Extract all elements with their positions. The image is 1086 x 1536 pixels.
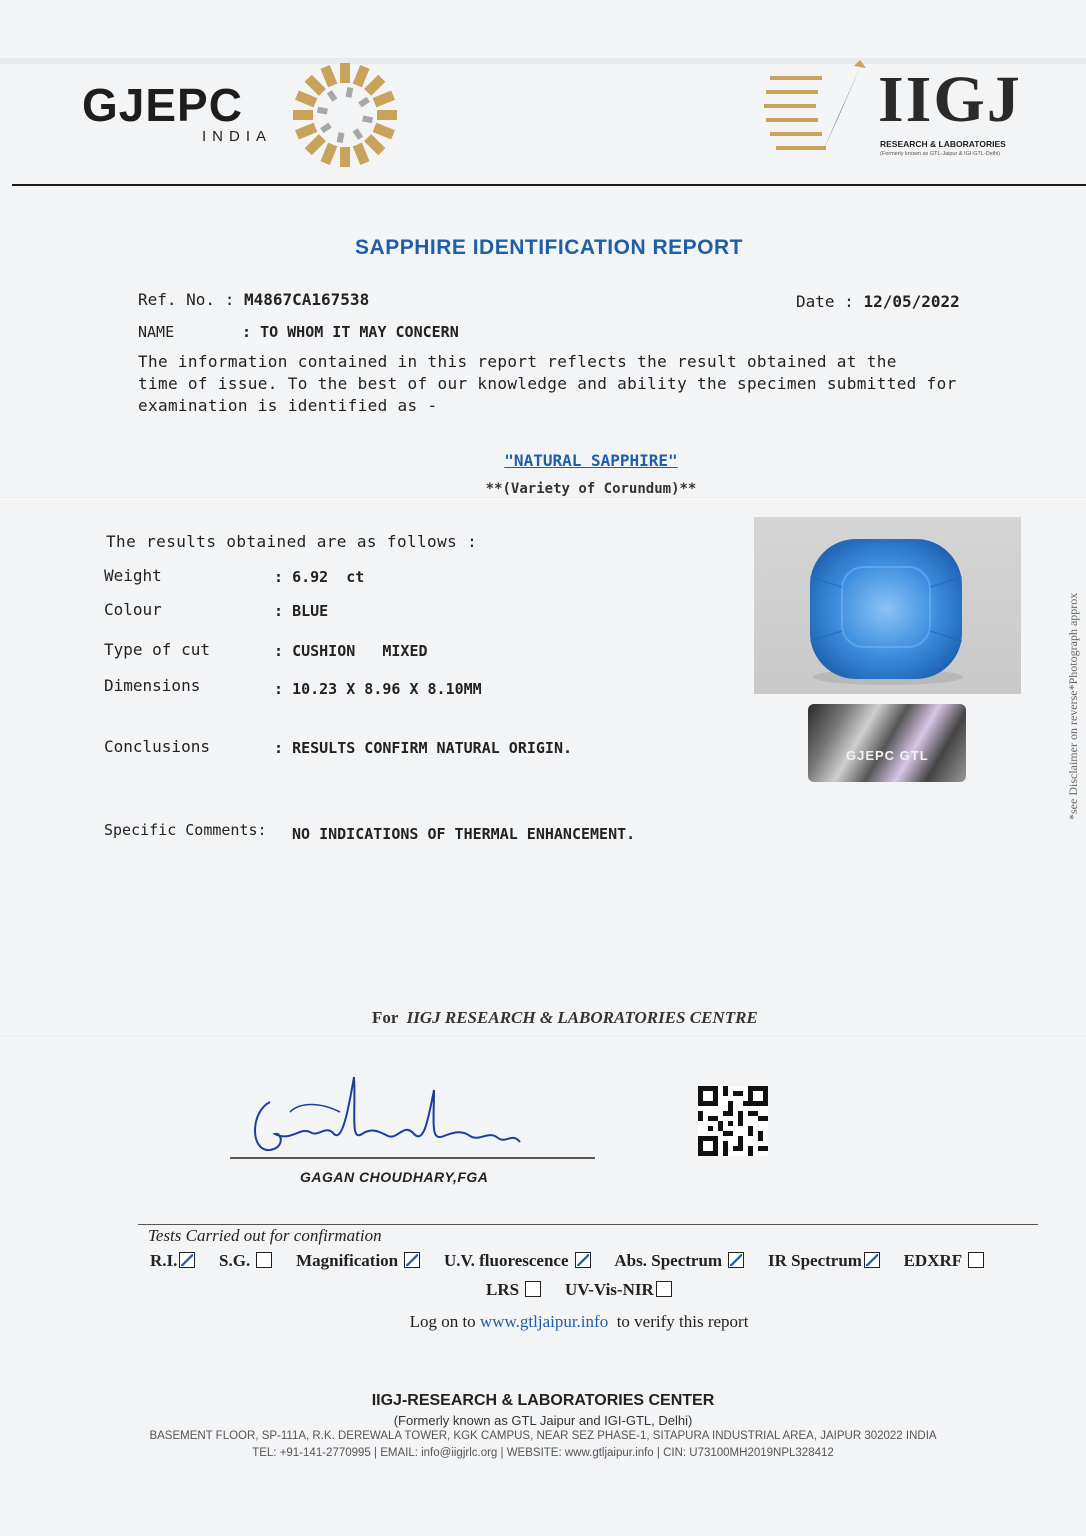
field-value-colour: BLUE (292, 602, 329, 620)
verify-link[interactable]: www.gtljaipur.info (479, 1312, 609, 1331)
footer-formerly: (Formerly known as GTL Jaipur and IGI-GTL, Delhi) (393, 1413, 693, 1428)
results-heading: The results obtained are as follows : (106, 532, 478, 551)
name-value: TO WHOM IT MAY CONCERN (260, 323, 459, 341)
name-label: NAME (138, 323, 175, 341)
footer-org: IIGJ-RESEARCH & LABORATORIES CENTER (371, 1392, 715, 1409)
checkbox-uv-vis-nir[interactable] (656, 1281, 672, 1297)
field-label-weight: Weight (104, 566, 162, 585)
intro-line-2: time of issue. To the best of our knowledge and ability the specimen submitted for (138, 374, 957, 393)
ref-label: Ref. No. (138, 290, 216, 309)
test-abs-spectrum: Abs. Spectrum (614, 1251, 746, 1270)
variety-value: **(Variety of Corundum)** (485, 481, 697, 497)
field-value-cut: CUSHION MIXED (292, 642, 428, 660)
field-row-colour: : BLUE (274, 602, 329, 620)
ref-value: M4867CA167538 (243, 290, 370, 309)
gjepc-logo (82, 78, 273, 145)
comments-value: NO INDICATIONS OF THERMAL ENHANCEMENT. (292, 825, 636, 843)
iigj-logo-sub: RESEARCH & LABORATORIES (880, 139, 1006, 149)
checkbox-lrs[interactable] (525, 1281, 541, 1297)
paper-fold-line (0, 1036, 1086, 1038)
for-label: For (372, 1008, 399, 1027)
sapphire-gem-icon (754, 517, 1021, 694)
verify-line (0, 1312, 1086, 1332)
field-label-conclusions: Conclusions (104, 737, 210, 756)
field-row-weight: : 6.92 ct (274, 568, 365, 586)
test-edxrf: EDXRF (904, 1251, 986, 1270)
paper-fold-line (0, 497, 1086, 499)
tests-row-1 (150, 1251, 998, 1271)
qr-code[interactable] (698, 1086, 768, 1156)
test-ir-spectrum: IR Spectrum (768, 1251, 882, 1270)
variety-wrap (0, 481, 1086, 497)
test-magnification: Magnification (296, 1251, 422, 1270)
verify-suffix: to verify this report (616, 1312, 749, 1331)
test-uv-fluorescence: U.V. fluorescence (444, 1251, 593, 1270)
field-row-cut: : CUSHION MIXED (274, 642, 428, 660)
date-label: Date (796, 292, 835, 311)
report-title: SAPPHIRE IDENTIFICATION REPORT (355, 236, 743, 259)
header-divider (12, 184, 1086, 186)
iigj-logo-formerly: (Formerly known as GTL-Jaipur & IGI-GTL-Delhi) (880, 151, 1001, 157)
checkbox-sg[interactable] (256, 1252, 272, 1268)
test-uv-vis-nir: UV-Vis-NIR (565, 1280, 674, 1299)
identification-wrap (0, 451, 1086, 470)
checkbox-uv-fluorescence[interactable] (575, 1252, 591, 1268)
field-label-cut: Type of cut (104, 640, 210, 659)
checkbox-magnification[interactable] (404, 1252, 420, 1268)
verify-prefix: Log on to (409, 1312, 476, 1331)
field-label-dimensions: Dimensions (104, 676, 201, 695)
tests-row-2 (486, 1280, 686, 1300)
footer-contact: TEL: +91-141-2770995 | EMAIL: info@iigjrlc.org | WEBSITE: www.gtljaipur.info | CIN: U73100MH2019NPL328412 (252, 1447, 834, 1459)
field-value-conclusions: RESULTS CONFIRM NATURAL ORIGIN. (292, 739, 573, 757)
test-sg: S.G. (219, 1251, 274, 1270)
test-ri: R.I. (150, 1251, 197, 1270)
field-row-conclusions: : RESULTS CONFIRM NATURAL ORIGIN. (274, 739, 573, 757)
comments-label: Specific Comments: (104, 821, 267, 839)
hologram-text: GJEPC GTL (846, 748, 929, 763)
gjepc-logo-text: GJEPC (82, 79, 243, 131)
name-row: : TO WHOM IT MAY CONCERN (242, 323, 459, 341)
gjepc-sunburst-icon (290, 60, 400, 170)
footer-address: BASEMENT FLOOR, SP-111A, R.K. DEREWALA TOWER, KGK CAMPUS, NEAR SEZ PHASE-1, SITAPURA INDUSTRIAL AREA, JAIPUR 302022 INDIA (149, 1430, 937, 1442)
iigj-logo-text: IIGJ (878, 63, 1022, 136)
field-value-weight: 6.92 ct (292, 568, 365, 586)
checkbox-ri[interactable] (179, 1252, 195, 1268)
test-lrs: LRS (486, 1280, 543, 1299)
intro-line-1: The information contained in this report reflects the result obtained at the (138, 352, 897, 371)
gem-photo (754, 517, 1021, 694)
checkbox-edxrf[interactable] (968, 1252, 984, 1268)
identification-value: "NATURAL SAPPHIRE" (504, 451, 678, 470)
field-row-dimensions: : 10.23 X 8.96 X 8.10MM (274, 680, 482, 698)
tests-heading: Tests Carried out for confirmation (148, 1226, 382, 1245)
date-row: Date : 12/05/2022 (796, 292, 960, 311)
field-value-dimensions: 10.23 X 8.96 X 8.10MM (292, 680, 482, 698)
date-value: 12/05/2022 (863, 292, 960, 311)
signatory-name: GAGAN CHOUDHARY,FGA (300, 1169, 489, 1185)
side-disclaimer: *see Disclaimer on reverse*Photograph approx (1066, 592, 1080, 820)
gjepc-logo-sub: INDIA (202, 128, 273, 145)
tests-divider (138, 1224, 1038, 1225)
ref-row: Ref. No. : M4867CA167538 (138, 290, 370, 309)
lab-name: IIGJ RESEARCH & LABORATORIES CENTRE (406, 1008, 758, 1027)
checkbox-abs-spectrum[interactable] (728, 1252, 744, 1268)
field-label-colour: Colour (104, 600, 162, 619)
checkbox-ir-spectrum[interactable] (864, 1252, 880, 1268)
qr-code-icon (698, 1086, 768, 1156)
intro-line-3: examination is identified as - (138, 396, 438, 415)
iigj-star-icon (762, 58, 874, 158)
signature-image (230, 1072, 610, 1172)
security-hologram (808, 704, 966, 782)
for-line (372, 1008, 758, 1028)
side-disclaimer-wrap (1050, 530, 1080, 820)
